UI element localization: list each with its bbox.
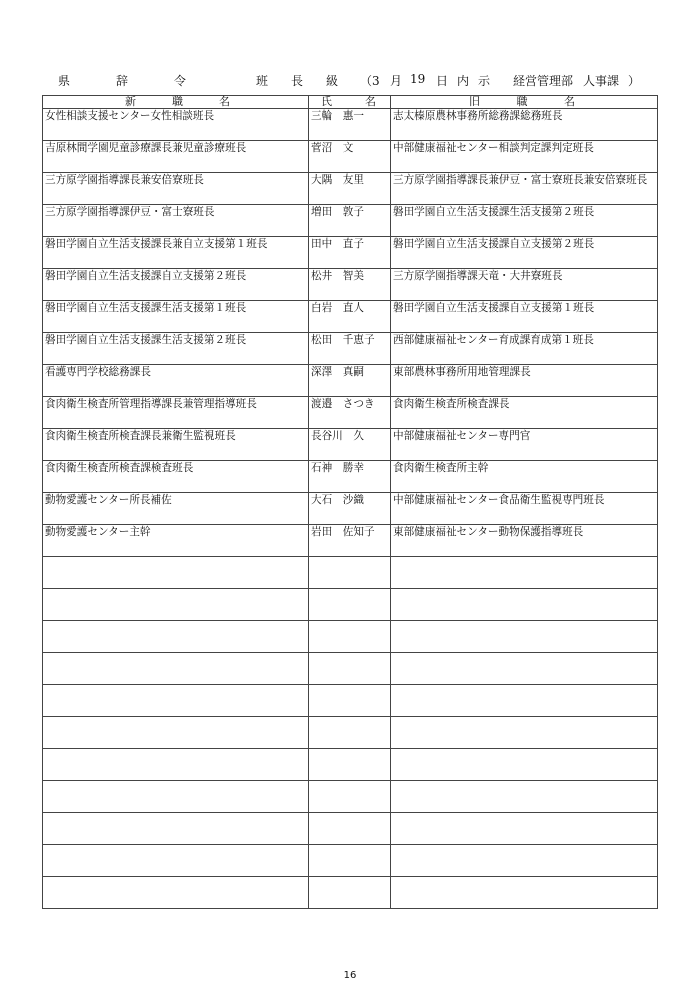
cell-old-post: 食肉衛生検査所主幹 — [391, 461, 658, 493]
cell-new-post — [43, 621, 309, 653]
header-day-number: 19 — [410, 72, 426, 86]
table-row — [43, 205, 658, 237]
cell-name — [309, 717, 391, 749]
table-row — [43, 877, 658, 909]
table-row — [43, 237, 658, 269]
cell-old-post — [391, 717, 658, 749]
table-row — [43, 493, 658, 525]
cell-new-post: 三方原学園指導課伊豆・富士寮班長 — [43, 205, 309, 237]
cell-name: 松井 智美 — [309, 269, 391, 301]
cell-new-post: 動物愛護センター所長補佐 — [43, 493, 309, 525]
table-row — [43, 461, 658, 493]
cell-name: 石神 勝幸 — [309, 461, 391, 493]
header-cho: 長 — [291, 74, 304, 88]
cell-new-post — [43, 589, 309, 621]
cell-name — [309, 845, 391, 877]
table-row — [43, 365, 658, 397]
header-char: 新 — [125, 95, 136, 108]
header-month: 月 — [390, 74, 403, 88]
cell-old-post — [391, 653, 658, 685]
cell-name — [309, 877, 391, 909]
table-row — [43, 141, 658, 173]
cell-new-post — [43, 877, 309, 909]
cell-name — [309, 589, 391, 621]
personnel-table — [42, 95, 658, 909]
table-row — [43, 429, 658, 461]
cell-new-post: 看護専門学校総務課長 — [43, 365, 309, 397]
cell-name: 増田 敦子 — [309, 205, 391, 237]
table-row — [43, 621, 658, 653]
cell-new-post: 磐田学園自立生活支援課長兼自立支援第１班長 — [43, 237, 309, 269]
table-row — [43, 717, 658, 749]
header-close: ） — [628, 74, 641, 88]
cell-old-post: 三方原学園指導課天竜・大井寮班長 — [391, 269, 658, 301]
header-rei: 令 — [174, 74, 187, 88]
header-char: 名 — [219, 95, 230, 108]
table-row — [43, 749, 658, 781]
cell-new-post: 女性相談支援センター女性相談班長 — [43, 109, 309, 141]
header-prefecture: 県 — [58, 74, 71, 88]
cell-old-post: 東部農林事務所用地管理課長 — [391, 365, 658, 397]
cell-old-post — [391, 877, 658, 909]
cell-new-post: 食肉衛生検査所検査課検査班長 — [43, 461, 309, 493]
header-department: 経営管理部 — [513, 74, 574, 88]
table-row — [43, 781, 658, 813]
cell-old-post: 磐田学園自立生活支援課自立支援第２班長 — [391, 237, 658, 269]
table-row — [43, 813, 658, 845]
cell-name — [309, 813, 391, 845]
cell-new-post — [43, 781, 309, 813]
cell-old-post — [391, 813, 658, 845]
cell-old-post: 中部健康福祉センター相談判定課判定班長 — [391, 141, 658, 173]
table-row — [43, 653, 658, 685]
cell-new-post: 食肉衛生検査所検査課長兼衛生監視班長 — [43, 429, 309, 461]
cell-old-post — [391, 685, 658, 717]
cell-new-post: 磐田学園自立生活支援課自立支援第２班長 — [43, 269, 309, 301]
cell-name: 白岩 直人 — [309, 301, 391, 333]
cell-old-post: 志太榛原農林事務所総務課総務班長 — [391, 109, 658, 141]
cell-old-post — [391, 749, 658, 781]
cell-name: 大石 沙織 — [309, 493, 391, 525]
cell-old-post — [391, 557, 658, 589]
cell-new-post — [43, 557, 309, 589]
table-row — [43, 685, 658, 717]
cell-name — [309, 621, 391, 653]
cell-name — [309, 685, 391, 717]
header-han: 班 — [256, 74, 269, 88]
cell-old-post: 東部健康福祉センター動物保護指導班長 — [391, 525, 658, 557]
cell-old-post: 食肉衛生検査所検査課長 — [391, 397, 658, 429]
table-row — [43, 109, 658, 141]
cell-name — [309, 749, 391, 781]
header-division: 人事課 — [583, 74, 620, 88]
table-row — [43, 525, 658, 557]
cell-new-post: 吉原林間学園児童診療課長兼児童診療班長 — [43, 141, 309, 173]
cell-old-post: 磐田学園自立生活支援課生活支援第２班長 — [391, 205, 658, 237]
table-header-row — [43, 96, 658, 109]
cell-name: 菅沼 文 — [309, 141, 391, 173]
column-header-name — [309, 96, 391, 109]
cell-name — [309, 653, 391, 685]
cell-new-post — [43, 845, 309, 877]
cell-old-post: 磐田学園自立生活支援課自立支援第１班長 — [391, 301, 658, 333]
header-nai: 内 — [457, 74, 470, 88]
column-header-new-post — [43, 96, 309, 109]
cell-name: 長谷川 久 — [309, 429, 391, 461]
header-char: 名 — [564, 95, 575, 108]
cell-name: 大隅 友里 — [309, 173, 391, 205]
table-row — [43, 333, 658, 365]
cell-old-post: 中部健康福祉センター専門官 — [391, 429, 658, 461]
table-row — [43, 173, 658, 205]
cell-old-post: 三方原学園指導課長兼伊豆・富士寮班長兼安倍寮班長 — [391, 173, 658, 205]
cell-new-post: 磐田学園自立生活支援課生活支援第２班長 — [43, 333, 309, 365]
header-day: 日 — [436, 74, 449, 88]
cell-old-post — [391, 621, 658, 653]
table-row — [43, 269, 658, 301]
table-row — [43, 557, 658, 589]
cell-new-post — [43, 685, 309, 717]
cell-new-post: 磐田学園自立生活支援課生活支援第１班長 — [43, 301, 309, 333]
header-ji: 辞 — [116, 74, 129, 88]
cell-new-post — [43, 813, 309, 845]
table-row — [43, 301, 658, 333]
column-header-old-post — [391, 96, 658, 109]
cell-name: 渡邉 さつき — [309, 397, 391, 429]
cell-name: 三輪 惠一 — [309, 109, 391, 141]
cell-new-post — [43, 717, 309, 749]
cell-name: 岩田 佐知子 — [309, 525, 391, 557]
header-char: 職 — [172, 95, 183, 108]
cell-old-post — [391, 845, 658, 877]
cell-new-post: 三方原学園指導課長兼安倍寮班長 — [43, 173, 309, 205]
cell-name: 松田 千恵子 — [309, 333, 391, 365]
table-row — [43, 397, 658, 429]
page-number: 16 — [343, 970, 357, 981]
header-char: 氏 — [321, 95, 332, 108]
cell-name — [309, 781, 391, 813]
cell-name — [309, 557, 391, 589]
cell-old-post — [391, 781, 658, 813]
header-char: 職 — [516, 95, 528, 108]
cell-name: 田中 直子 — [309, 237, 391, 269]
document-header — [0, 72, 700, 92]
header-date-open: （3 — [360, 74, 380, 88]
cell-new-post: 食肉衛生検査所管理指導課長兼管理指導班長 — [43, 397, 309, 429]
cell-old-post: 中部健康福祉センター食品衛生監視専門班長 — [391, 493, 658, 525]
cell-new-post — [43, 749, 309, 781]
cell-old-post — [391, 589, 658, 621]
header-char: 名 — [365, 95, 376, 108]
table-row — [43, 845, 658, 877]
header-kyu: 級 — [326, 74, 339, 88]
cell-new-post — [43, 653, 309, 685]
cell-old-post: 西部健康福祉センター育成課育成第１班長 — [391, 333, 658, 365]
header-char: 旧 — [469, 95, 480, 108]
cell-new-post: 動物愛護センター主幹 — [43, 525, 309, 557]
cell-name: 深澤 真嗣 — [309, 365, 391, 397]
table-row — [43, 589, 658, 621]
header-ji-show: 示 — [478, 74, 491, 88]
